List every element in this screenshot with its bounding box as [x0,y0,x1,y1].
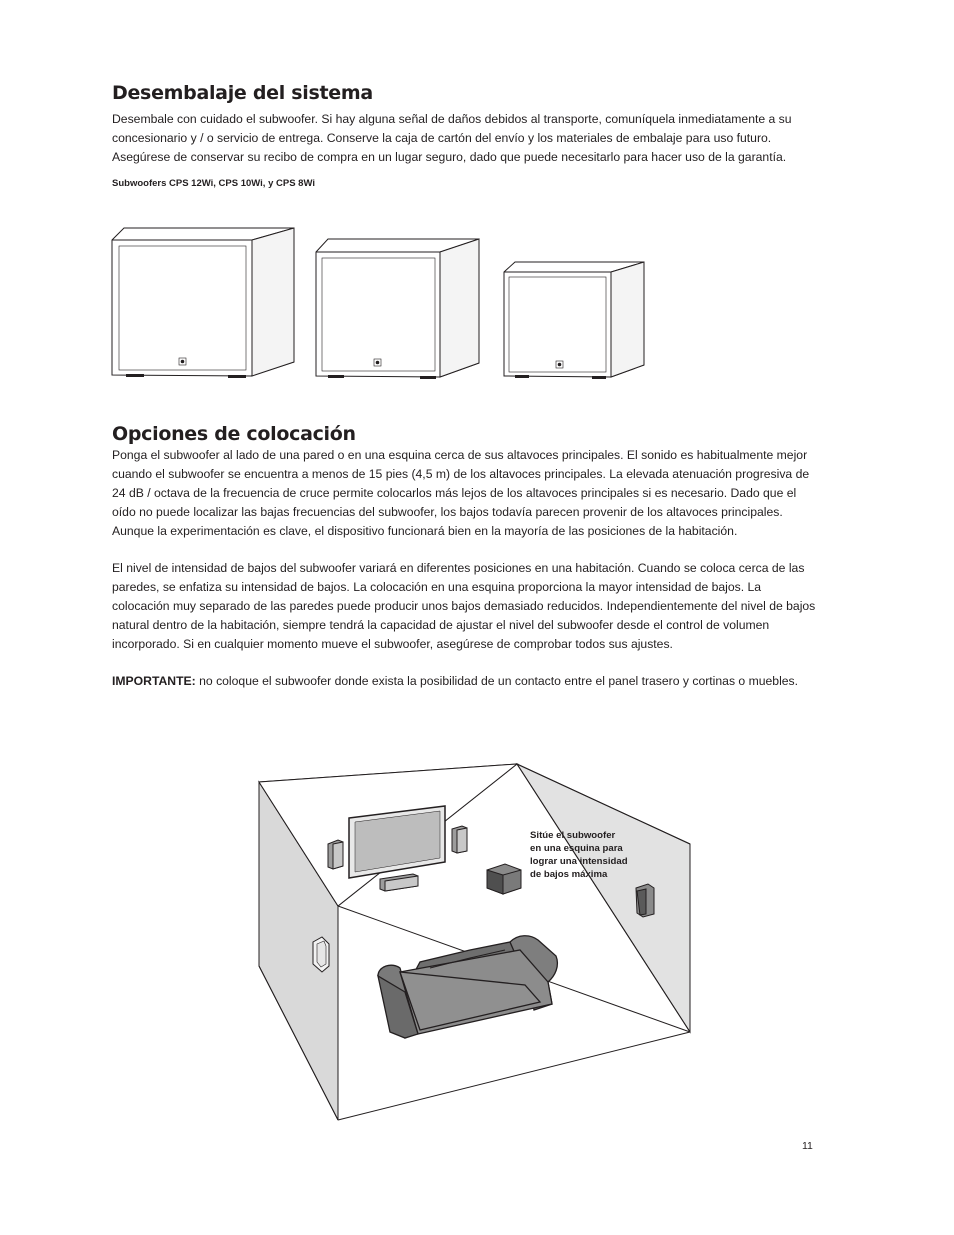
callout-line-3: lograr una intensidad [530,856,628,867]
section-title-placement: Opciones de colocación [112,423,356,445]
front-left-speaker [328,840,343,869]
models-caption: Subwoofers CPS 12Wi, CPS 10Wi, y CPS 8Wi [112,178,315,189]
important-text: no coloque el subwoofer donde exista la posibilidad de un contacto entre el panel trasero y cortinas o muebles. [195,674,799,688]
corner-subwoofer [487,864,521,894]
important-label: IMPORTANTE: [112,674,196,688]
placement-paragraph-1: Ponga el subwoofer al lado de una pared o en una esquina cerca de sus altavoces principales. El sonido es habitualmente mejor cuando el subwoofer se encuentra a menos de 15 pies (4,5 m) de los altavoces principales. La elevada atenuación progresiva de 24 dB / octava de la frecuencia de cruce permite colocarlos más lejos de los altavoces principales si es necesario. Dado que el oído no puede localizar las bajas frecuencias del subwoofer, los bajos todavía parecen provenir de los altavoces principales. Aunque la experimentación es clave, el dispositivo funcionará bien en la mayoría de las posiciones de la habitación. [112,448,810,538]
placement-paragraph-2: El nivel de intensidad de bajos del subwoofer variará en diferentes posiciones en una habitación. Cuando se coloca cerca de las paredes, se enfatiza su intensidad de bajos. La colocación en una esquina proporciona la mayor intensidad de bajos. La colocación muy separado de las paredes puede producir unos bajos demasiado reducidos. Independientemente del nivel de bajos natural dentro de la habitación, siempre tendrá la capacidad de ajustar el nivel del subwoofer desde el control de volumen incorporado. Si en cualquier momento mueve el subwoofer, asegúrese de comprobar todos sus ajustes. [112,561,816,651]
callout-line-2: en una esquina para [530,843,623,854]
right-surround-speaker [636,884,654,917]
left-surround-speaker [313,937,329,972]
callout-line-1: Sitúe el subwoofer [530,830,616,841]
unpacking-paragraph: Desembale con cuidado el subwoofer. Si hay alguna señal de daños debidos al transporte, comuníquela inmediatamente a su concesionario y / o servicio de entrega. Conserve la caja de cartón del envío y los materiales de embalaje para uso futuro. Asegúrese de conservar su recibo de compra en un lugar seguro, dado que puede necesitarlo para hacer uso de la garantía. [112,112,792,164]
front-right-speaker [452,826,467,853]
page-number: 11 [802,1140,813,1152]
callout-line-4: de bajos máxima [530,869,608,880]
section-title-unpacking: Desembalaje del sistema [112,82,373,104]
